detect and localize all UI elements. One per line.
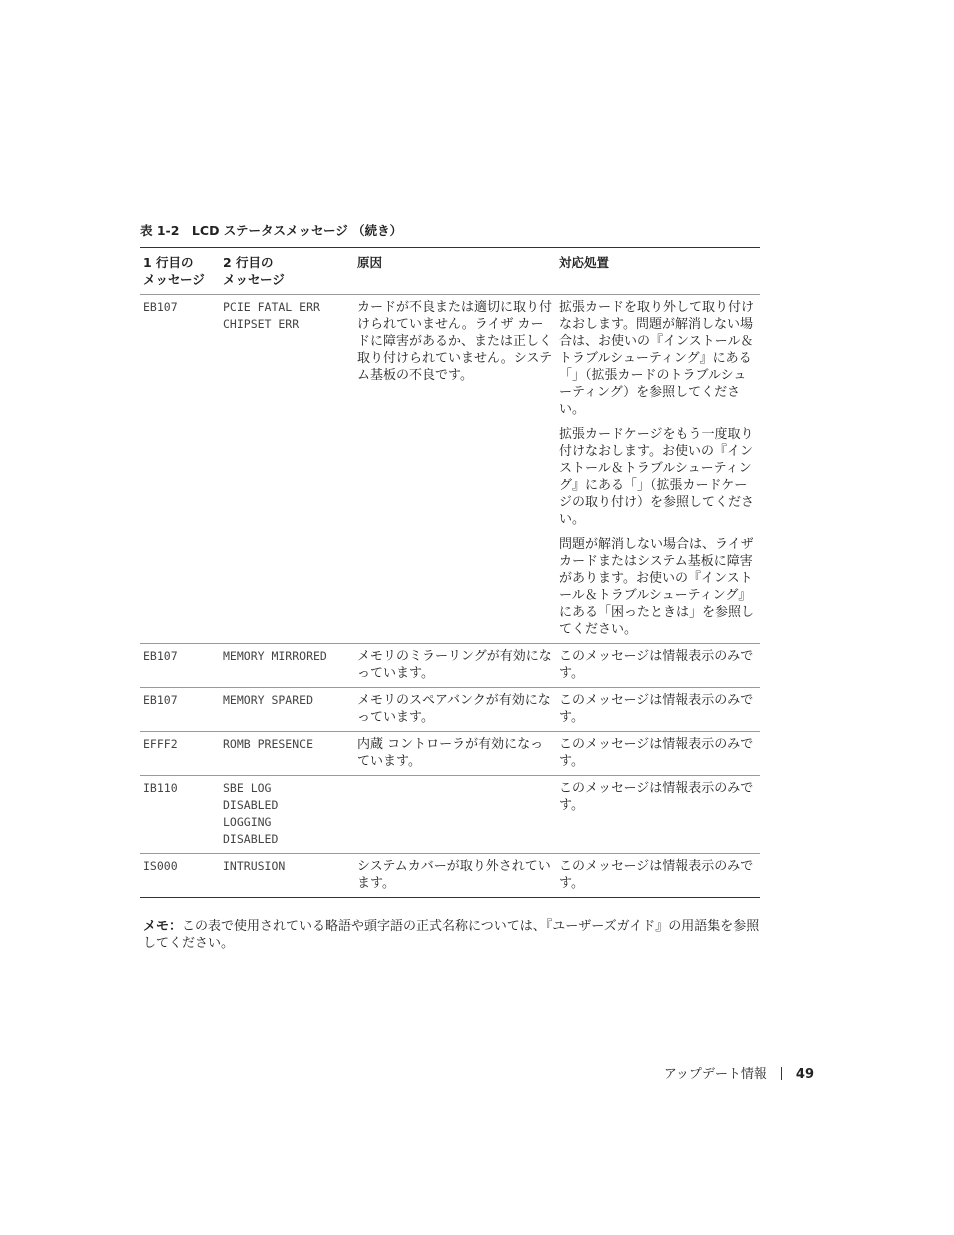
row-cause: メモリのスペアバンクが有効になっています。 bbox=[357, 693, 551, 725]
row-cause: メモリのミラーリングが有効になっています。 bbox=[357, 649, 552, 681]
row-code: EB107 bbox=[143, 300, 178, 314]
table-header-row bbox=[140, 248, 760, 295]
action-paragraph: 拡張カードケージをもう一度取り付けなおします。お使いの『インストール＆トラブルシューティング』にある「」（拡張カードケージの取り付け）を参照してください。 bbox=[559, 427, 755, 527]
row-cause: 内蔵 コントローラが有効になっています。 bbox=[357, 737, 544, 769]
lcd-status-table bbox=[140, 247, 760, 898]
row-code: EB107 bbox=[143, 693, 178, 707]
row-message-text: PCIE FATAL ERR CHIPSET ERR bbox=[223, 300, 320, 331]
table-row bbox=[140, 732, 760, 776]
header-cause: 原因 bbox=[357, 255, 383, 270]
row-code: IS000 bbox=[143, 859, 178, 873]
table-note bbox=[143, 918, 760, 952]
row-action bbox=[556, 688, 760, 732]
row-cause bbox=[354, 776, 556, 854]
row-action bbox=[556, 732, 760, 776]
row-action bbox=[556, 776, 760, 854]
action-paragraph: このメッセージは情報表示のみです。 bbox=[559, 649, 754, 681]
table-row bbox=[140, 644, 760, 688]
row-cause: カードが不良または適切に取り付けられていません。ライザ カードに障害があるか、または正しく取り付けられていません。システム基板の不良です。 bbox=[357, 300, 553, 383]
table-row bbox=[140, 776, 760, 854]
header-line1-message: 1 行目の メッセージ bbox=[143, 255, 205, 287]
footer-separator bbox=[781, 1067, 782, 1080]
table-caption: 表 1-2 LCD ステータスメッセージ （続き） bbox=[140, 223, 403, 238]
row-message-text: MEMORY SPARED bbox=[223, 693, 314, 707]
note-text: この表で使用されている略語や頭字語の正式名称については、『ユーザーズガイド』の用語集を参照してください。 bbox=[143, 919, 760, 951]
row-action bbox=[556, 854, 760, 898]
action-paragraph: このメッセージは情報表示のみです。 bbox=[559, 737, 754, 769]
action-paragraph: このメッセージは情報表示のみです。 bbox=[559, 693, 754, 725]
row-code: IB110 bbox=[143, 781, 178, 795]
action-paragraph: 問題が解消しない場合は、ライザ カードまたはシステム基板に障害があります。お使いの『インストール＆トラブルシューティング』にある「困ったときは」を参照してください。 bbox=[559, 537, 755, 637]
row-code: EFFF2 bbox=[143, 737, 178, 751]
action-paragraph: 拡張カードを取り外して取り付けなおします。問題が解消しない場合は、お使いの『インストール＆トラブルシューティング』にある「」（拡張カードのトラブルシューティング）を参照してください。 bbox=[559, 300, 755, 417]
table-row bbox=[140, 854, 760, 898]
row-cause: システムカバーが取り外されています。 bbox=[357, 859, 551, 891]
row-action bbox=[556, 295, 760, 644]
page-number: 49 bbox=[795, 1067, 814, 1082]
action-paragraph: このメッセージは情報表示のみです。 bbox=[559, 781, 754, 813]
row-message-text: ROMB PRESENCE bbox=[223, 737, 314, 751]
note-label: メモ： bbox=[143, 919, 183, 934]
row-code: EB107 bbox=[143, 649, 178, 663]
action-paragraph: このメッセージは情報表示のみです。 bbox=[559, 859, 754, 891]
header-action: 対応処置 bbox=[559, 255, 610, 270]
page-footer bbox=[664, 1063, 814, 1082]
row-message-text: INTRUSION bbox=[223, 859, 286, 873]
row-message-text: SBE LOG DISABLED LOGGING DISABLED bbox=[223, 781, 279, 846]
row-message-text: MEMORY MIRRORED bbox=[223, 649, 327, 663]
table-row bbox=[140, 688, 760, 732]
footer-section-title: アップデート情報 bbox=[663, 1067, 767, 1082]
row-action bbox=[556, 644, 760, 688]
header-line2-message: 2 行目の メッセージ bbox=[223, 255, 285, 287]
table-row bbox=[140, 295, 760, 644]
